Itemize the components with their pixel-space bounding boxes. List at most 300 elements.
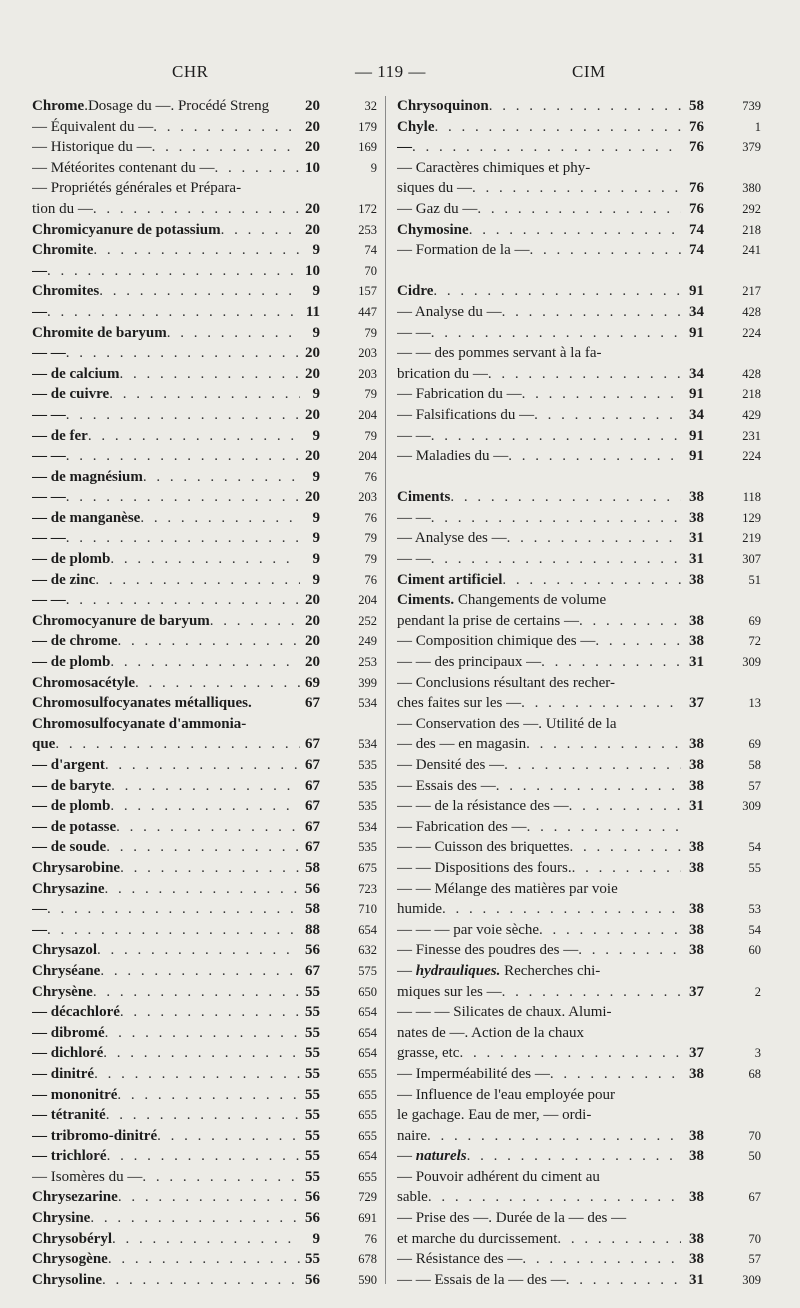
index-entry <box>397 858 767 879</box>
entry-text <box>32 1167 300 1188</box>
index-entry <box>32 426 381 447</box>
page-reference: 32 <box>364 99 377 113</box>
dot-leader <box>100 961 300 982</box>
entry-text <box>32 405 300 426</box>
page-reference: 76 <box>364 469 377 484</box>
index-entry <box>397 1146 767 1167</box>
entry-label: Chyle <box>397 118 435 135</box>
dot-leader <box>105 879 301 900</box>
dot-leader <box>118 631 300 652</box>
entry-label: — de baryte <box>32 777 112 794</box>
entry-label: Chrysobéryl <box>32 1230 112 1247</box>
dot-leader <box>570 837 682 858</box>
dot-leader <box>433 281 681 302</box>
dot-leader <box>502 982 681 1003</box>
entry-label: Chromosulfocyanates métalliques. <box>32 695 252 712</box>
dot-leader <box>431 426 681 447</box>
dot-leader <box>412 137 681 158</box>
index-entry <box>397 302 767 323</box>
entry-label: — — <box>32 448 66 465</box>
entry-label: — des — en magasin <box>397 736 527 753</box>
entry-text <box>32 467 300 488</box>
entry-text <box>32 1270 300 1291</box>
dot-leader <box>496 776 681 797</box>
index-entry <box>32 611 381 632</box>
entry-text <box>32 1105 300 1126</box>
index-entry <box>397 281 767 302</box>
index-entry <box>397 1270 767 1291</box>
page-reference: 218 <box>742 222 761 237</box>
index-entry <box>32 796 381 817</box>
entry-text <box>32 673 300 694</box>
entry-label: — Falsifications du — <box>397 406 535 423</box>
volume-number: 37 <box>689 1045 704 1062</box>
page-reference: 590 <box>358 1272 377 1287</box>
entry-text <box>32 879 300 900</box>
index-entry <box>32 1023 381 1044</box>
page-reference: 253 <box>358 655 377 670</box>
index-entry <box>397 1043 767 1064</box>
index-entry <box>397 343 767 364</box>
entry-label: — Formation de la — <box>397 242 530 259</box>
entry-label: — — <box>32 592 66 609</box>
entry-text <box>397 281 681 302</box>
page-reference: 79 <box>364 531 377 546</box>
index-entry <box>397 1167 767 1188</box>
volume-number: 20 <box>305 365 320 382</box>
index-entry <box>397 817 767 838</box>
index-entry <box>397 405 767 426</box>
index-entry <box>32 178 381 199</box>
dot-leader <box>66 487 300 508</box>
page-reference: 292 <box>742 201 761 216</box>
entry-label: — <box>32 901 47 918</box>
entry-label: — de plomb <box>32 551 111 568</box>
entry-label: — de cuivre <box>32 386 110 403</box>
index-entry <box>32 364 381 385</box>
page-reference: 217 <box>742 284 761 299</box>
entry-label: — — Mélange des matières par voie <box>397 880 618 897</box>
volume-number: 67 <box>305 962 320 979</box>
index-entry <box>32 384 381 405</box>
volume-number: 76 <box>689 139 704 156</box>
index-entry <box>32 590 381 611</box>
volume-number: 91 <box>689 448 704 465</box>
page-reference: 655 <box>358 1128 377 1143</box>
dot-leader <box>111 776 300 797</box>
entry-text <box>32 137 300 158</box>
page-reference: 76 <box>364 1231 377 1246</box>
page-reference: 575 <box>358 963 377 978</box>
entry-label: — — <box>32 406 66 423</box>
entry-text <box>32 261 300 282</box>
entry-text <box>32 96 300 117</box>
volume-number: 38 <box>689 1251 704 1268</box>
page-reference: 252 <box>358 613 377 628</box>
entry-label: — dichloré <box>32 1045 104 1062</box>
index-entry <box>32 982 381 1003</box>
entry-label: — Prise des —. Durée de la — des — <box>397 1210 627 1227</box>
entry-text <box>397 508 681 529</box>
entry-label: Chromite de baryum <box>32 324 167 341</box>
page-reference: 428 <box>742 304 761 319</box>
index-entry <box>32 1208 381 1229</box>
index-entry <box>32 96 381 117</box>
page-reference: 157 <box>358 284 377 299</box>
index-entry <box>32 879 381 900</box>
dot-leader <box>508 446 681 467</box>
volume-number: 56 <box>305 880 320 897</box>
index-entry <box>397 755 767 776</box>
volume-number: 20 <box>305 139 320 156</box>
page-reference: 447 <box>358 304 377 319</box>
dot-leader <box>550 1064 681 1085</box>
index-entry <box>32 1249 381 1270</box>
index-entry <box>32 940 381 961</box>
volume-number: 74 <box>689 221 704 238</box>
entry-text <box>32 611 300 632</box>
entry-text <box>32 693 300 714</box>
entry-label: — Essais des — <box>397 777 496 794</box>
index-entry <box>32 487 381 508</box>
entry-label: — de magnésium <box>32 468 143 485</box>
page-reference: 203 <box>358 346 377 361</box>
dot-leader <box>109 384 300 405</box>
entry-label: — de fer <box>32 427 88 444</box>
page-reference: 13 <box>748 696 761 711</box>
volume-number: 76 <box>689 180 704 197</box>
entry-text <box>32 446 300 467</box>
page-reference: 678 <box>358 1252 377 1267</box>
volume-number: 55 <box>305 983 320 1000</box>
running-head-left: CHR <box>172 62 209 81</box>
entry-label: Chromites <box>32 283 100 300</box>
index-entry <box>32 652 381 673</box>
index-entry <box>32 858 381 879</box>
volume-number: 9 <box>312 386 320 403</box>
entry-label: tion du — <box>32 200 93 217</box>
index-entry <box>397 982 767 1003</box>
entry-label: — — <box>32 530 66 547</box>
entry-text <box>397 631 681 652</box>
entry-text <box>397 549 681 570</box>
dot-leader <box>105 1023 300 1044</box>
dot-leader <box>529 240 681 261</box>
volume-number: 34 <box>689 303 704 320</box>
entry-text <box>32 590 300 611</box>
dot-leader <box>117 1085 300 1106</box>
index-entry <box>32 755 381 776</box>
dot-leader <box>120 858 300 879</box>
page-reference: 70 <box>364 263 377 278</box>
volume-number: 55 <box>305 1004 320 1021</box>
volume-number: 9 <box>312 427 320 444</box>
index-entry <box>32 261 381 282</box>
entry-label: — — <box>397 324 431 341</box>
dot-leader <box>488 364 681 385</box>
entry-text <box>397 343 681 364</box>
volume-number: 91 <box>689 324 704 341</box>
index-entry <box>32 199 381 220</box>
volume-number: 58 <box>689 98 704 114</box>
entry-label: Chromosacétyle <box>32 674 136 691</box>
page-reference: 9 <box>370 160 377 175</box>
dot-leader <box>539 920 681 941</box>
index-entry <box>397 796 767 817</box>
entry-label: — Conservation des —. Utilité de la <box>397 715 617 732</box>
entry-text <box>397 1229 681 1250</box>
entry-label: Cidre <box>397 283 434 300</box>
volume-number: 9 <box>312 571 320 588</box>
entry-text <box>397 755 681 776</box>
entry-label: Chrysezarine <box>32 1189 118 1206</box>
entry-text <box>397 1126 681 1147</box>
entry-text <box>32 1064 300 1085</box>
volume-number: 38 <box>689 509 704 526</box>
entry-text <box>397 611 681 632</box>
entry-text <box>397 96 681 117</box>
dot-leader <box>108 1249 300 1270</box>
index-entry <box>397 508 767 529</box>
entry-text <box>32 961 300 982</box>
entry-text <box>32 1085 300 1106</box>
entry-text <box>32 940 300 961</box>
entry-label: — — de la résistance des — <box>397 798 569 815</box>
page-reference: 654 <box>358 1149 377 1164</box>
page-reference: 118 <box>742 490 761 505</box>
dot-leader <box>427 1126 681 1147</box>
entry-label: Chrysine <box>32 1210 91 1227</box>
page-reference: 2 <box>754 984 761 999</box>
volume-number: 20 <box>305 200 320 217</box>
volume-number: 55 <box>305 1168 320 1185</box>
page-reference: 50 <box>748 1149 761 1164</box>
entry-label: le gachage. Eau de mer, — ordi- <box>397 1107 592 1124</box>
entry-label: — de calcium <box>32 365 120 382</box>
dot-leader <box>428 1187 681 1208</box>
index-entry <box>32 1105 381 1126</box>
index-entry <box>397 158 767 179</box>
entry-label: — <box>32 921 47 938</box>
entry-label: — de soude <box>32 839 107 856</box>
page-reference: 655 <box>358 1169 377 1184</box>
page-reference: 710 <box>358 902 377 917</box>
index-column-left <box>32 96 381 1290</box>
volume-number: 10 <box>305 262 320 279</box>
volume-number: 67 <box>305 798 320 815</box>
entry-label: — de potasse <box>32 818 117 835</box>
page-reference: 1 <box>754 119 761 134</box>
entry-label: — tribromo-dinitré <box>32 1127 158 1144</box>
entry-label: miques sur les — <box>397 983 502 1000</box>
entry-label: que <box>32 736 56 753</box>
entry-label: — — <box>397 509 431 526</box>
index-entry <box>397 631 767 652</box>
page-reference: 60 <box>748 943 761 958</box>
volume-number: 20 <box>305 98 320 114</box>
index-entry <box>397 528 767 549</box>
entry-text <box>32 117 300 138</box>
entry-text <box>32 487 300 508</box>
entry-label: — Maladies du — <box>397 448 509 465</box>
volume-number: 31 <box>689 530 704 547</box>
index-entry <box>397 693 767 714</box>
entry-text <box>32 755 300 776</box>
volume-number: 38 <box>689 1148 704 1165</box>
page-reference: 723 <box>358 881 377 896</box>
volume-number: 55 <box>305 1045 320 1062</box>
entry-label: Chrysoline <box>32 1271 103 1288</box>
volume-number: 38 <box>689 757 704 773</box>
page-number: — 119 — <box>355 62 426 81</box>
entry-text <box>397 796 681 817</box>
dot-leader <box>467 1146 681 1167</box>
page-reference: 654 <box>358 1046 377 1061</box>
entry-text <box>397 528 681 549</box>
volume-number: 67 <box>305 839 320 856</box>
entry-label: pendant la prise de certains — <box>397 612 580 629</box>
entry-text <box>397 899 681 920</box>
entry-text <box>32 837 300 858</box>
volume-number: 20 <box>305 406 320 423</box>
dot-leader <box>110 549 300 570</box>
dot-leader <box>431 323 681 344</box>
index-entry <box>32 693 381 714</box>
index-entry <box>397 879 767 900</box>
volume-number: 31 <box>689 798 704 815</box>
entry-text <box>397 570 681 591</box>
dot-leader <box>214 158 300 179</box>
dot-leader <box>66 405 300 426</box>
entry-text <box>32 1002 300 1023</box>
volume-number: 88 <box>305 921 320 938</box>
dot-leader <box>431 508 681 529</box>
index-entry <box>397 384 767 405</box>
volume-number: 38 <box>689 489 704 506</box>
index-entry <box>32 508 381 529</box>
index-column-right <box>397 96 767 1290</box>
dot-leader <box>153 117 300 138</box>
page-reference: 691 <box>358 1211 377 1226</box>
page-reference: 57 <box>748 1252 761 1267</box>
entry-label: Chrysoquinon <box>397 98 489 114</box>
entry-label: Chromicyanure de potassium <box>32 221 221 238</box>
volume-number: 38 <box>689 901 704 918</box>
page-reference: 58 <box>748 758 761 772</box>
volume-number: 55 <box>305 1065 320 1082</box>
page-reference: 54 <box>748 840 761 855</box>
dot-leader <box>66 590 300 611</box>
volume-number: 37 <box>689 983 704 1000</box>
index-entry <box>32 631 381 652</box>
volume-number: 31 <box>689 654 704 671</box>
page-reference: 655 <box>358 1087 377 1102</box>
entry-label: Chromite <box>32 242 94 259</box>
entry-label: — Densité des — <box>397 757 505 773</box>
volume-number: 69 <box>305 674 320 691</box>
dot-leader <box>522 1249 681 1270</box>
index-entry <box>397 467 767 488</box>
index-entry <box>397 1249 767 1270</box>
volume-number: 20 <box>305 592 320 609</box>
entry-label: — — <box>32 345 66 362</box>
entry-text <box>32 982 300 1003</box>
index-entry <box>397 1187 767 1208</box>
page-reference: 203 <box>358 490 377 505</box>
dot-leader <box>107 1146 300 1167</box>
entry-text <box>32 178 300 199</box>
index-entry <box>32 1064 381 1085</box>
page-reference: 51 <box>748 572 761 587</box>
entry-text <box>32 1187 300 1208</box>
dot-leader <box>118 1187 300 1208</box>
entry-text <box>397 714 681 735</box>
index-entry <box>32 467 381 488</box>
page-reference: 655 <box>358 1066 377 1081</box>
dot-leader <box>572 858 681 879</box>
entry-label: — de zinc <box>32 571 96 588</box>
volume-number: 31 <box>689 1271 704 1288</box>
entry-text <box>397 1187 681 1208</box>
entry-text <box>397 961 681 982</box>
index-entry <box>32 961 381 982</box>
index-entry <box>32 137 381 158</box>
index-entry <box>397 549 767 570</box>
volume-number: 20 <box>305 448 320 465</box>
entry-label: Chryséane <box>32 962 101 979</box>
entry-label: — Caractères chimiques et phy- <box>397 159 591 176</box>
dot-leader <box>469 220 681 241</box>
dot-leader <box>459 1043 681 1064</box>
page-header <box>0 62 800 86</box>
entry-label: — Météorites contenant du — <box>32 159 215 176</box>
index-entry <box>397 899 767 920</box>
volume-number: 76 <box>689 200 704 217</box>
volume-number: 38 <box>689 1065 704 1082</box>
entry-text <box>32 734 300 755</box>
page-reference: 654 <box>358 1025 377 1040</box>
volume-number: 20 <box>305 633 320 650</box>
index-entry <box>32 220 381 241</box>
entry-text <box>32 528 300 549</box>
entry-text <box>397 137 681 158</box>
index-entry <box>397 714 767 735</box>
entry-text <box>32 384 300 405</box>
dot-leader <box>94 1064 300 1085</box>
volume-number: 55 <box>305 1024 320 1041</box>
index-entry <box>397 570 767 591</box>
dot-leader <box>526 734 681 755</box>
dot-leader <box>435 117 682 138</box>
dot-leader <box>502 570 681 591</box>
running-head-right: CIM <box>572 62 606 81</box>
entry-text <box>397 1023 681 1044</box>
index-entry <box>32 528 381 549</box>
index-entry <box>397 673 767 694</box>
dot-leader <box>93 982 300 1003</box>
entry-label: — <box>32 262 47 279</box>
entry-label: — Imperméabilité des — <box>397 1065 550 1082</box>
index-entry <box>397 1208 767 1229</box>
entry-text <box>32 899 300 920</box>
volume-number: 38 <box>689 1230 704 1247</box>
entry-text <box>397 158 681 179</box>
index-entry <box>397 220 767 241</box>
page-reference: 231 <box>742 428 761 443</box>
volume-number: 56 <box>305 1189 320 1206</box>
page-reference: 534 <box>358 737 377 752</box>
entry-text <box>397 1002 681 1023</box>
